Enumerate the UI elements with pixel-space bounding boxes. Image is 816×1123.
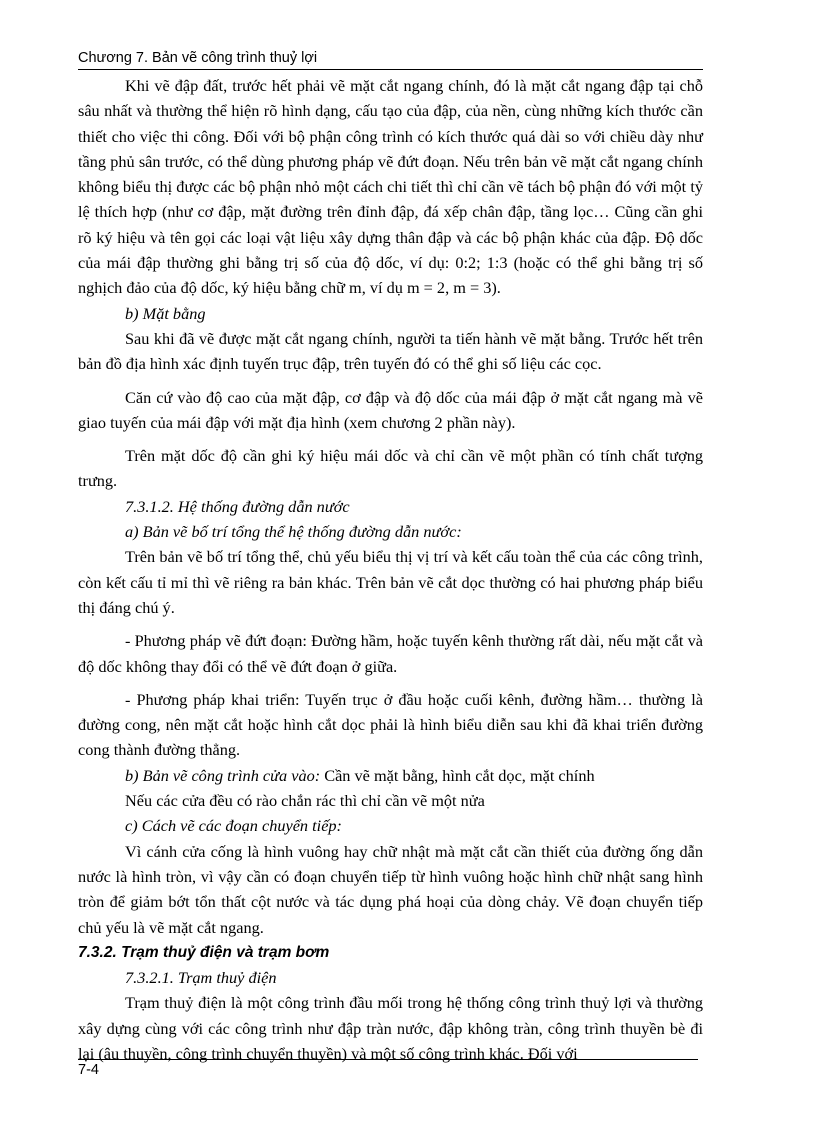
paragraph-intersection-lines: Căn cứ vào độ cao của mặt đập, cơ đập và độ dốc của mái đập ở mặt cắt ngang mà vẽ giao tuyến của mái đập với mặt địa hình (xem chương 2 phần này). bbox=[78, 387, 703, 432]
section-heading-7-3-2: 7.3.2. Trạm thuỷ điện và trạm bơm bbox=[78, 943, 330, 961]
paragraph-slope-symbols: Trên mặt dốc độ cần ghi ký hiệu mái dốc và chỉ cần vẽ một phần có tính chất tượng trưng. bbox=[78, 446, 703, 491]
paragraph-development-method: - Phương pháp khai triển: Tuyến trục ở đầu hoặc cuối kênh, đường hầm… thường là đường cong, nên mặt cắt hoặc hình cắt dọc phải là hình biểu diễn sau khi đã khai triển đường cong thành đường thẳng. bbox=[78, 689, 703, 760]
paragraph-intake-structure bbox=[78, 763, 703, 788]
subheading-mat-bang: b) Mặt bằng bbox=[125, 303, 206, 323]
paragraph-broken-method: - Phương pháp vẽ đứt đoạn: Đường hầm, hoặc tuyến kênh thường rất dài, nếu mặt cắt và độ dốc không thay đổi có thể vẽ đứt đoạn ở giữa. bbox=[78, 631, 703, 676]
paragraph-earth-dam-cross-section: Khi vẽ đập đất, trước hết phải vẽ mặt cắt ngang chính, đó là mặt cắt ngang đập tại chỗ sâu nhất và thường thể hiện rõ hình dạng, cấu tạo của đập, của nền, cùng những kích thước cần thiết cho việc thi công. Đối với bộ phận công trình có kích thước quá dài so với chiều dày như tầng phủ sân trước, có thể dùng phương pháp vẽ đứt đoạn. Nếu trên bản vẽ mặt cắt ngang chính không biểu thị được các bộ phận nhỏ một cách chi tiết thì chỉ cần vẽ tách bộ phận đó với một tỷ lệ thích hợp (như cơ đập, mặt đường trên đỉnh đập, đá xếp chân đập, tầng lọc… Cũng cần ghi rõ ký hiệu và tên gọi các loại vật liệu xây dựng thân đập và các bộ phận khác của đập. Độ dốc của mái đập thường ghi bằng trị số của độ dốc, ví dụ: 0:2; 1:3 (hoặc có thể ghi bằng trị số nghịch đảo của độ dốc, ký hiệu bằng chữ m, ví dụ m = 2, m = 3). bbox=[78, 76, 703, 298]
subheading-7-3-1-2: 7.3.1.2. Hệ thống đường dẫn nước bbox=[125, 496, 350, 516]
paragraph-hydropower-station: Trạm thuỷ điện là một công trình đầu mối trong hệ thống công trình thuỷ lợi và thường xây dựng cùng với các công trình như đập tràn nước, đập không tràn, công trình thuyền bè đi lại (âu thuyền, công trình chuyển thuyền) và một số công trình khác. Đối với bbox=[78, 993, 703, 1063]
page-body bbox=[78, 73, 703, 1066]
subheading-general-layout: a) Bản vẽ bố trí tổng thể hệ thống đường dẫn nước: bbox=[125, 522, 462, 542]
subheading-7-3-2-1: 7.3.2.1. Trạm thuỷ điện bbox=[125, 968, 277, 988]
subheading-transitions: c) Cách vẽ các đoạn chuyển tiếp: bbox=[125, 816, 342, 836]
footer-rule bbox=[78, 1059, 698, 1060]
paragraph-plan-view: Sau khi đã vẽ được mặt cắt ngang chính, người ta tiến hành vẽ mặt bằng. Trước hết trên bản đồ địa hình xác định tuyến trục đập, trên tuyến đó có thể ghi số liệu các cọc. bbox=[78, 328, 703, 374]
paragraph-trash-rack: Nếu các cửa đều có rào chắn rác thì chỉ cần vẽ một nửa bbox=[125, 791, 485, 811]
page-number: 7-4 bbox=[78, 1062, 99, 1078]
subheading-intake-label: b) Bản vẽ công trình cửa vào: bbox=[125, 765, 321, 785]
paragraph-transitions: Vì cánh cửa cống là hình vuông hay chữ nhật mà mặt cắt cần thiết của đường ống dẫn nước là hình tròn, vì vậy cần có đoạn chuyển tiếp từ hình vuông hoặc hình chữ nhật sang hình tròn để giảm bớt tổn thất cột nước và tác dụng phá hoại của dòng chảy. Vẽ đoạn chuyển tiếp chủ yếu là vẽ mặt cắt ngang. bbox=[78, 841, 703, 937]
intake-text: Cần vẽ mặt bằng, hình cắt dọc, mặt chính bbox=[320, 765, 595, 785]
header-rule bbox=[78, 69, 703, 70]
paragraph-general-layout: Trên bản vẽ bố trí tổng thể, chủ yếu biểu thị vị trí và kết cấu toàn thể của các công trình, còn kết cấu tỉ mỉ thì vẽ riêng ra bản khác. Trên bản vẽ cắt dọc thường có hai phương pháp biểu thị đáng chú ý. bbox=[78, 547, 703, 617]
running-header: Chương 7. Bản vẽ công trình thuỷ lợi bbox=[78, 50, 318, 66]
